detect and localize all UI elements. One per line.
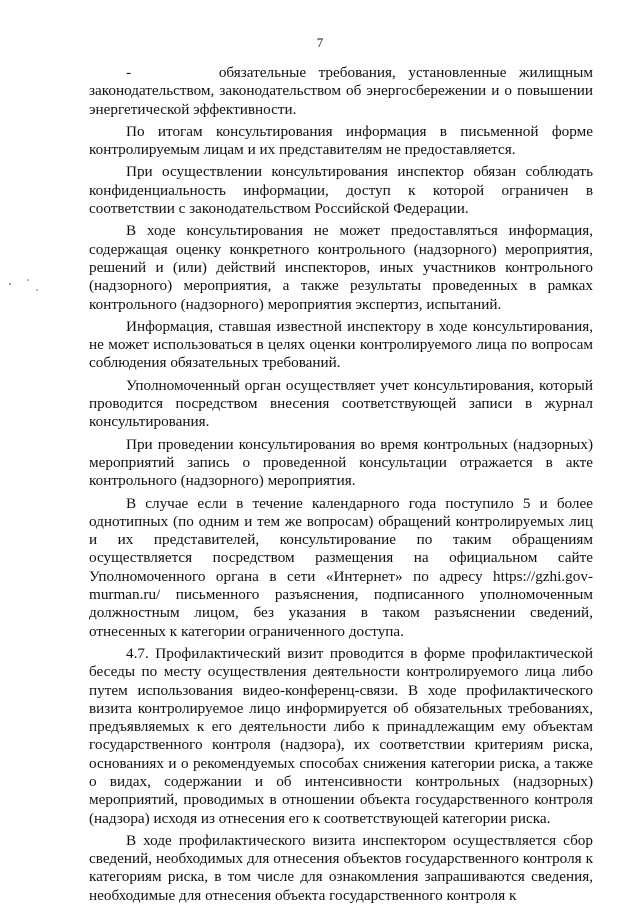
paragraph-confidentiality: При осуществлении консультирования инспектор обязан соблюдать конфиденциальность информации, доступ к которой ограничен в соответствии с законодательством Российской Федерации. — [89, 163, 593, 218]
paragraph-data-collection: В ходе профилактического визита инспектором осуществляется сбор сведений, необходимых для отнесения объектов государственного контроля к категориям риска, в том числе для ознакомления запрашиваются сведения, необходимые для отнесения объекта государственного контроля к — [89, 831, 593, 904]
paragraph-info-usage: Информация, ставшая известной инспектору в ходе консультирования, не может использоваться в целях оценки контролируемого лица по вопросам соблюдения обязательных требований. — [89, 317, 593, 372]
paragraph-no-written-info: По итогам консультирования информация в письменной форме контролируемым лицам и их представителям не предоставляется. — [89, 122, 593, 159]
paragraph-restricted-info: В ходе консультирования не может предоставляться информация, содержащая оценку конкретного контрольного (надзорного) мероприятия, решений и (или) действий инспекторов, иных участников контрольного (надзорного) мероприятия, а также результаты проведенных в рамках контрольного (надзорного) мероприятия экспертиз, испытаний. — [89, 222, 593, 313]
document-body — [89, 64, 593, 905]
paragraph-requirements-housing: - обязательные требования, установленные жилищным законодательством, законодательством об энергосбережении и о повышении энергетической эффективности. — [89, 64, 593, 118]
paragraph-consultation-during-inspection: При проведении консультирования во время контрольных (надзорных) мероприятий запись о проведенной консультации отражается в акте контрольного (надзорного) мероприятия. — [89, 435, 593, 490]
paragraph-repeated-requests: В случае если в течение календарного года поступило 5 и более однотипных (по одним и тем же вопросам) обращений контролируемых лиц и их представителей, консультирование по таким обращениям осуществляется посредством размещения на официальном сайте Уполномоченного органа в сети «Интернет» по адресу https://gzhi.gov-murman.ru/ письменного разъяснения, подписанного уполномоченным должностным лицом, без указания в таком разъяснении сведений, отнесенных к категории ограниченного доступа. — [89, 494, 593, 640]
paragraph-consultation-log: Уполномоченный орган осуществляет учет консультирования, который проводится посредством внесения соответствующей записи в журнал консультирования. — [89, 376, 593, 431]
paragraph-preventive-visit: 4.7. Профилактический визит проводится в форме профилактической беседы по месту осуществления деятельности контролируемого лица либо путем использования видео-конференц-связи. В ходе профилактического визита контролируемое лицо информируется об обязательных требованиях, предъявляемых к его деятельности либо к принадлежащим ему объектам государственного контроля (надзора), их соответствии критериям риска, основаниях и о рекомендуемых способах снижения категории риска, а также о видах, содержании и об интенсивности контрольных (надзорных) мероприятий, проводимых в отношении объекта государственного контроля (надзора) исходя из отнесения его к соответствующей категории риска. — [89, 644, 593, 827]
margin-dots — [6, 278, 46, 298]
page-number: 7 — [316, 35, 324, 50]
